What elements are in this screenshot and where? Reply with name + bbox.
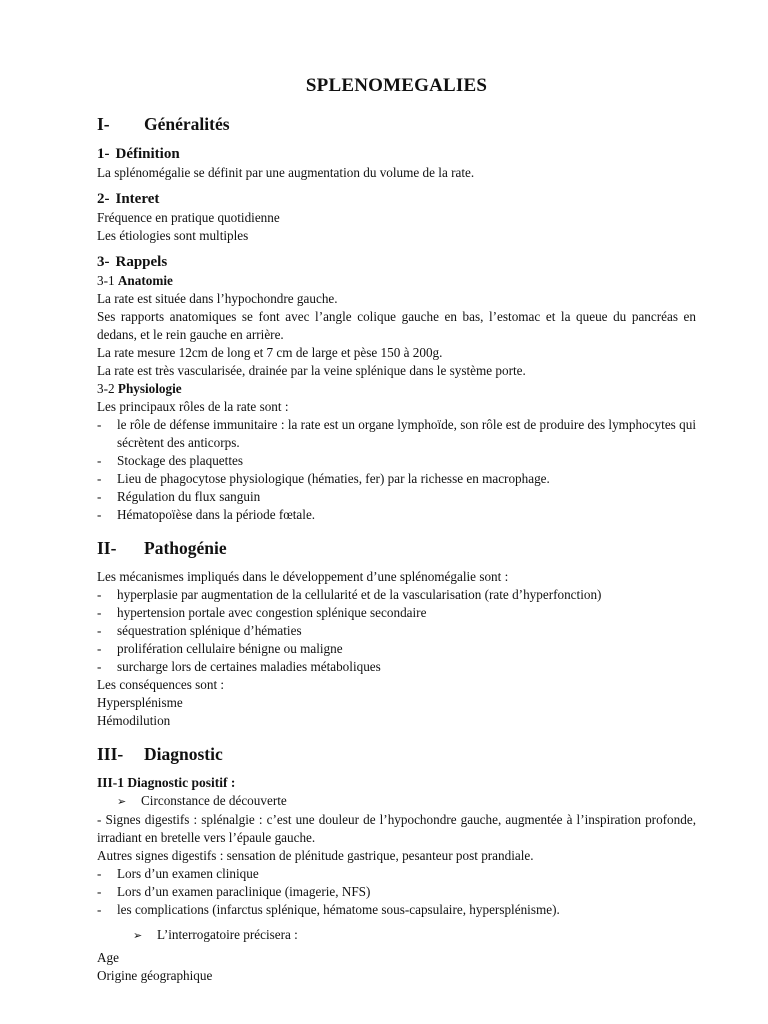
arrow-item xyxy=(97,926,696,945)
discovery-list xyxy=(97,865,696,919)
list-item-text: Lors d’un examen clinique xyxy=(117,866,259,881)
paragraph-line: Fréquence en pratique quotidienne xyxy=(97,210,280,225)
subsection-heading-interet xyxy=(97,189,696,209)
subsection-title: Rappels xyxy=(115,254,168,270)
arrow-item-text: L’interrogatoire précisera : xyxy=(157,927,298,942)
dash-marker: - xyxy=(97,659,102,674)
paragraph-line: Ses rapports anatomiques se font avec l’angle colique gauche en bas, l’estomac et la queue du pancréas en dedans, et le rein gauche en arrière. xyxy=(97,309,696,342)
subsection-heading-rappels xyxy=(97,252,696,272)
list-item-text: les complications (infarctus splénique, hématome sous-capsulaire, hypersplénisme). xyxy=(117,902,560,917)
paragraph-line: Hypersplénisme xyxy=(97,695,183,710)
subsection-number: 3- xyxy=(97,254,110,270)
dash-marker: - xyxy=(97,489,102,504)
subsection-heading-definition xyxy=(97,144,696,164)
list-item xyxy=(97,470,696,488)
paragraph-line: Hémodilution xyxy=(97,713,171,728)
list-item-text: le rôle de défense immunitaire : la rate est un organe lymphoïde, son rôle est de produire des lymphocytes qui sécrètent des anticorps. xyxy=(117,417,696,450)
anatomy-heading xyxy=(97,272,696,290)
dash-marker: - xyxy=(97,884,102,899)
section-heading-generalites xyxy=(97,112,696,136)
list-item xyxy=(97,883,696,901)
paragraph-line: Les conséquences sont : xyxy=(97,677,225,692)
section-heading-pathogenie xyxy=(97,536,696,560)
list-item-text: Lors d’un examen paraclinique (imagerie, NFS) xyxy=(117,884,371,899)
list-item-text: hypertension portale avec congestion splénique secondaire xyxy=(117,605,427,620)
section-title: Diagnostic xyxy=(144,744,223,764)
subsection-number: 2- xyxy=(97,191,110,207)
list-item-text: Hématopoïèse dans la période fœtale. xyxy=(117,507,316,522)
dash-marker: - xyxy=(97,623,102,638)
arrow-item xyxy=(97,792,696,811)
list-item xyxy=(97,658,696,676)
document-body xyxy=(97,74,696,985)
dash-marker: - xyxy=(97,417,102,432)
paragraph-line: Les principaux rôles de la rate sont : xyxy=(97,399,289,414)
list-item xyxy=(97,865,696,883)
subsection-number: 1- xyxy=(97,146,110,162)
section-heading-diagnostic xyxy=(97,742,696,766)
paragraph-line: Origine géographique xyxy=(97,968,213,983)
paragraph-line: La rate est très vascularisée, drainée par la veine splénique dans le système porte. xyxy=(97,363,526,378)
section-number: III- xyxy=(97,744,124,764)
dash-marker: - xyxy=(97,453,102,468)
physiology-number: 3-2 xyxy=(97,381,115,396)
subsection-title: Interet xyxy=(115,191,160,207)
list-item xyxy=(97,622,696,640)
list-item xyxy=(97,452,696,470)
list-item xyxy=(97,640,696,658)
list-item xyxy=(97,416,696,452)
physiology-title: Physiologie xyxy=(117,381,182,396)
list-item-text: Régulation du flux sanguin xyxy=(117,489,261,504)
list-item-text: prolifération cellulaire bénigne ou maligne xyxy=(117,641,343,656)
dash-marker: - xyxy=(97,471,102,486)
list-item-text: Stockage des plaquettes xyxy=(117,453,243,468)
dash-marker: - xyxy=(97,605,102,620)
dash-marker: - xyxy=(97,902,102,917)
list-item-text: Lieu de phagocytose physiologique (hématies, fer) par la richesse en macrophage. xyxy=(117,471,550,486)
arrow-bullet-icon: ➢ xyxy=(133,930,143,942)
list-item-text: séquestration splénique d’hématies xyxy=(117,623,302,638)
definition-text: La splénomégalie se définit par une augmentation du volume de la rate. xyxy=(97,165,475,180)
paragraph-line: Age xyxy=(97,950,119,965)
dash-marker: - xyxy=(97,507,102,522)
mechanisms-list xyxy=(97,586,696,676)
arrow-item-text: Circonstance de découverte xyxy=(141,793,287,808)
document-title: SPLENOMEGALIES xyxy=(305,75,488,96)
paragraph-line: - Signes digestifs : splénalgie : c’est une douleur de l’hypochondre gauche, augmentée à l’inspiration profonde, irradiant en bretelle vers l’épaule gauche. xyxy=(97,812,696,845)
section-title: Pathogénie xyxy=(144,538,227,558)
paragraph-line: Autres signes digestifs : sensation de plénitude gastrique, pesanteur post prandiale. xyxy=(97,848,534,863)
subsection-title: Définition xyxy=(115,146,180,162)
list-item-text: surcharge lors de certaines maladies métaboliques xyxy=(117,659,381,674)
dash-marker: - xyxy=(97,866,102,881)
physiology-heading xyxy=(97,380,696,398)
anatomy-number: 3-1 xyxy=(97,273,115,288)
section-number: II- xyxy=(97,538,117,558)
paragraph-line: La rate mesure 12cm de long et 7 cm de large et pèse 150 à 200g. xyxy=(97,345,443,360)
dash-marker: - xyxy=(97,587,102,602)
section-title: Généralités xyxy=(144,114,230,134)
paragraph-line: La rate est située dans l’hypochondre gauche. xyxy=(97,291,338,306)
list-item xyxy=(97,506,696,524)
physiology-list xyxy=(97,416,696,524)
list-item xyxy=(97,901,696,919)
anatomy-title: Anatomie xyxy=(117,273,173,288)
section-number: I- xyxy=(97,114,110,134)
list-item xyxy=(97,586,696,604)
paragraph-line: Les mécanismes impliqués dans le développement d’une splénomégalie sont : xyxy=(97,569,509,584)
list-item xyxy=(97,604,696,622)
list-item-text: hyperplasie par augmentation de la cellularité et de la vascularisation (rate d’hyperfonction) xyxy=(117,587,602,602)
dash-marker: - xyxy=(97,641,102,656)
arrow-bullet-icon: ➢ xyxy=(117,796,127,808)
list-item xyxy=(97,488,696,506)
diagnostic-positif-heading: III-1 Diagnostic positif : xyxy=(97,775,236,790)
paragraph-line: Les étiologies sont multiples xyxy=(97,228,249,243)
